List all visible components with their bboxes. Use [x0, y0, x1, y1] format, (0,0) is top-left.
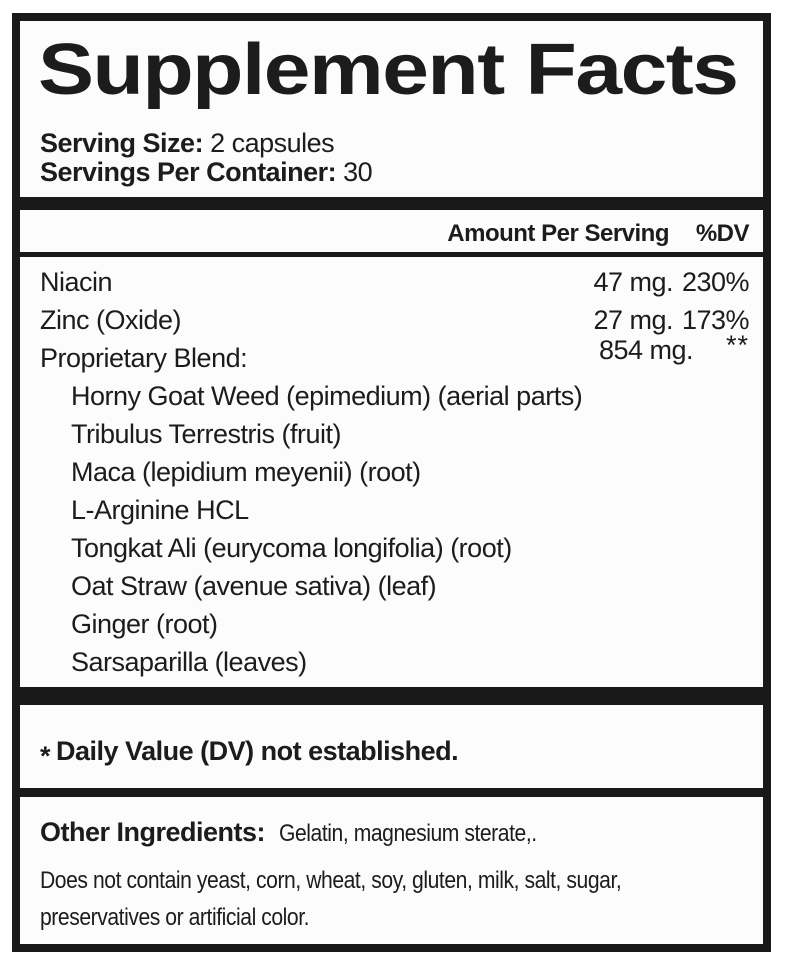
- serving-info: [20, 129, 763, 187]
- blend-ingredient: Sarsaparilla (leaves): [71, 647, 307, 677]
- divider-thick-bottom: [20, 687, 763, 705]
- nutrient-row: [40, 329, 749, 377]
- divider-thick-top: [20, 197, 763, 210]
- nutrient-dv: **: [725, 329, 749, 360]
- nutrient-name: Proprietary Blend:: [40, 342, 248, 373]
- blend-ingredient: Horny Goat Weed (epimedium) (aerial parts): [71, 381, 583, 411]
- blend-ingredient: Ginger (root): [71, 609, 218, 639]
- other-ingredients-line: [20, 816, 763, 853]
- disclaimer-line-2: preservatives or artificial color.: [40, 904, 310, 931]
- nutrient-row: [40, 301, 749, 339]
- nutrient-dv: 173%: [681, 304, 749, 335]
- divider-medium: [20, 788, 763, 797]
- column-header-amount: Amount Per Serving: [447, 220, 669, 247]
- nutrient-amount: 27 mg.: [593, 304, 673, 335]
- blend-ingredient: Tribulus Terrestris (fruit): [71, 419, 342, 449]
- serving-size-value: 2 capsules: [210, 128, 335, 158]
- panel-title: Supplement Facts: [38, 28, 738, 110]
- serving-size-line: [40, 129, 749, 158]
- nutrient-dv: 230%: [681, 266, 749, 297]
- other-ingredients-value: Gelatin, magnesium sterate,.: [279, 820, 537, 847]
- disclaimer-line-1: Does not contain yeast, corn, wheat, soy, gluten, milk, salt, sugar,: [40, 867, 622, 894]
- serving-size-label: Serving Size:: [40, 128, 204, 158]
- blend-ingredient: Oat Straw (avenue sativa) (leaf): [71, 571, 437, 601]
- footnote-text: Daily Value (DV) not established.: [56, 736, 459, 766]
- blend-ingredient: L-Arginine HCL: [71, 495, 249, 525]
- nutrient-row: [40, 263, 749, 301]
- other-ingredients-label: Other Ingredients:: [40, 817, 266, 847]
- nutrient-amount: 47 mg.: [593, 266, 673, 297]
- daily-value-footnote: [20, 736, 763, 771]
- nutrient-name: Niacin: [40, 266, 113, 297]
- footnote-asterisk: *: [40, 741, 51, 771]
- nutrient-rows: [20, 257, 763, 377]
- servings-per-container-label: Servings Per Container:: [40, 157, 337, 187]
- nutrient-amount: 854 mg.: [598, 334, 693, 365]
- servings-per-container-value: 30: [343, 157, 373, 187]
- column-headers: [20, 210, 763, 252]
- column-header-dv: %DV: [695, 220, 749, 247]
- blend-ingredient: Maca (lepidium meyenii) (root): [71, 457, 421, 487]
- disclaimer: [20, 862, 763, 936]
- blend-ingredient: Tongkat Ali (eurycoma longifolia) (root): [71, 533, 512, 563]
- supplement-facts-panel: [12, 13, 771, 952]
- nutrient-name: Zinc (Oxide): [40, 304, 182, 335]
- blend-ingredient-list: [20, 377, 763, 681]
- servings-per-container-line: [40, 158, 749, 187]
